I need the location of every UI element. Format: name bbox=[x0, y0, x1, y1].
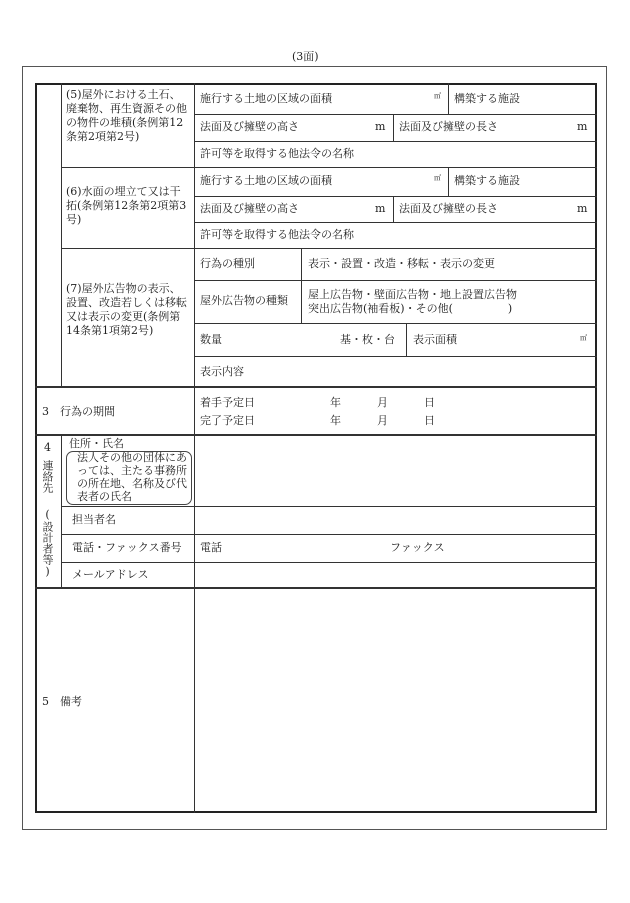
sec7-ad-type-line1: 屋上広告物・壁面広告物・地上設置広告物 bbox=[308, 288, 517, 301]
sec5-label: (5)屋外における土石、廃棄物、再生資源その他の物件の堆積(条例第12条第2項第2号) bbox=[66, 88, 187, 143]
sec7-display-area-label: 表示面積 bbox=[413, 333, 457, 346]
contact-phone: 電話 bbox=[200, 541, 222, 554]
sec7-ad-type-line2: 突出広告物(袖看板)・その他( ) bbox=[308, 302, 513, 315]
sec6-label: (6)水面の埋立て又は干拓(条例第12条第2項第3号) bbox=[66, 185, 187, 226]
period-end-label: 完了予定日 bbox=[200, 414, 255, 427]
period-start-month: 月 bbox=[377, 396, 388, 409]
sec7-act-type-value: 表示・設置・改造・移転・表示の変更 bbox=[308, 257, 495, 270]
contact-phone-label: 電話・ファックス番号 bbox=[72, 541, 182, 554]
sec6-facility-label: 構築する施設 bbox=[454, 174, 520, 187]
contact-subtitle: (設計者等) bbox=[41, 508, 54, 578]
period-end-month: 月 bbox=[377, 414, 388, 427]
sec5-area-label: 施行する土地の区域の面積 bbox=[200, 92, 332, 105]
sec6-area-label: 施行する土地の区域の面積 bbox=[200, 174, 332, 187]
period-start-year: 年 bbox=[330, 396, 341, 409]
sec7-quantity-units: 基・枚・台 bbox=[340, 333, 395, 346]
sec5-facility-label: 構築する施設 bbox=[454, 92, 520, 105]
sec6-length-unit: m bbox=[577, 202, 588, 215]
page-number: (3面) bbox=[292, 50, 319, 63]
sec5-length-unit: m bbox=[577, 120, 588, 133]
sec5-length-label: 法面及び擁壁の長さ bbox=[399, 120, 498, 133]
period-end-year: 年 bbox=[330, 414, 341, 427]
sec5-area-unit: ㎡ bbox=[434, 92, 441, 100]
sec5-height-label: 法面及び擁壁の高さ bbox=[200, 120, 299, 133]
sec5-permit-label: 許可等を取得する他法令の名称 bbox=[200, 147, 354, 160]
contact-number: 4 bbox=[44, 441, 51, 454]
sec5-height-unit: m bbox=[375, 120, 386, 133]
period-start-day: 日 bbox=[424, 396, 435, 409]
period-end-day: 日 bbox=[424, 414, 435, 427]
sec7-quantity-label: 数量 bbox=[200, 333, 222, 346]
contact-mail-label: メールアドレス bbox=[72, 568, 149, 581]
sec6-length-label: 法面及び擁壁の長さ bbox=[399, 202, 498, 215]
sec7-content-label: 表示内容 bbox=[200, 365, 244, 378]
contact-person-label: 担当者名 bbox=[72, 513, 116, 526]
sec7-ad-type-label: 屋外広告物の種類 bbox=[200, 294, 288, 307]
sec6-height-unit: m bbox=[375, 202, 386, 215]
sec6-area-unit: ㎡ bbox=[434, 174, 441, 182]
period-label: 3 行為の期間 bbox=[42, 405, 115, 418]
sec6-height-label: 法面及び擁壁の高さ bbox=[200, 202, 299, 215]
sec6-permit-label: 許可等を取得する他法令の名称 bbox=[200, 228, 354, 241]
period-start-label: 着手予定日 bbox=[200, 396, 255, 409]
sec7-display-area-unit: ㎡ bbox=[580, 334, 587, 342]
remarks-label: 5 備考 bbox=[42, 695, 82, 708]
contact-fax: ファックス bbox=[390, 541, 445, 554]
contact-address-label: 住所・氏名 bbox=[69, 437, 124, 450]
sec7-label: (7)屋外広告物の表示、設置、改造若しくは移転又は表示の変更(条例第14条第1項第2号) bbox=[66, 282, 187, 337]
sec7-act-type-label: 行為の種別 bbox=[200, 257, 255, 270]
contact-title: 連絡先 bbox=[41, 460, 54, 493]
contact-address-note: 法人その他の団体にあっては、主たる事務所の所在地、名称及び代表者の氏名 bbox=[77, 451, 187, 503]
